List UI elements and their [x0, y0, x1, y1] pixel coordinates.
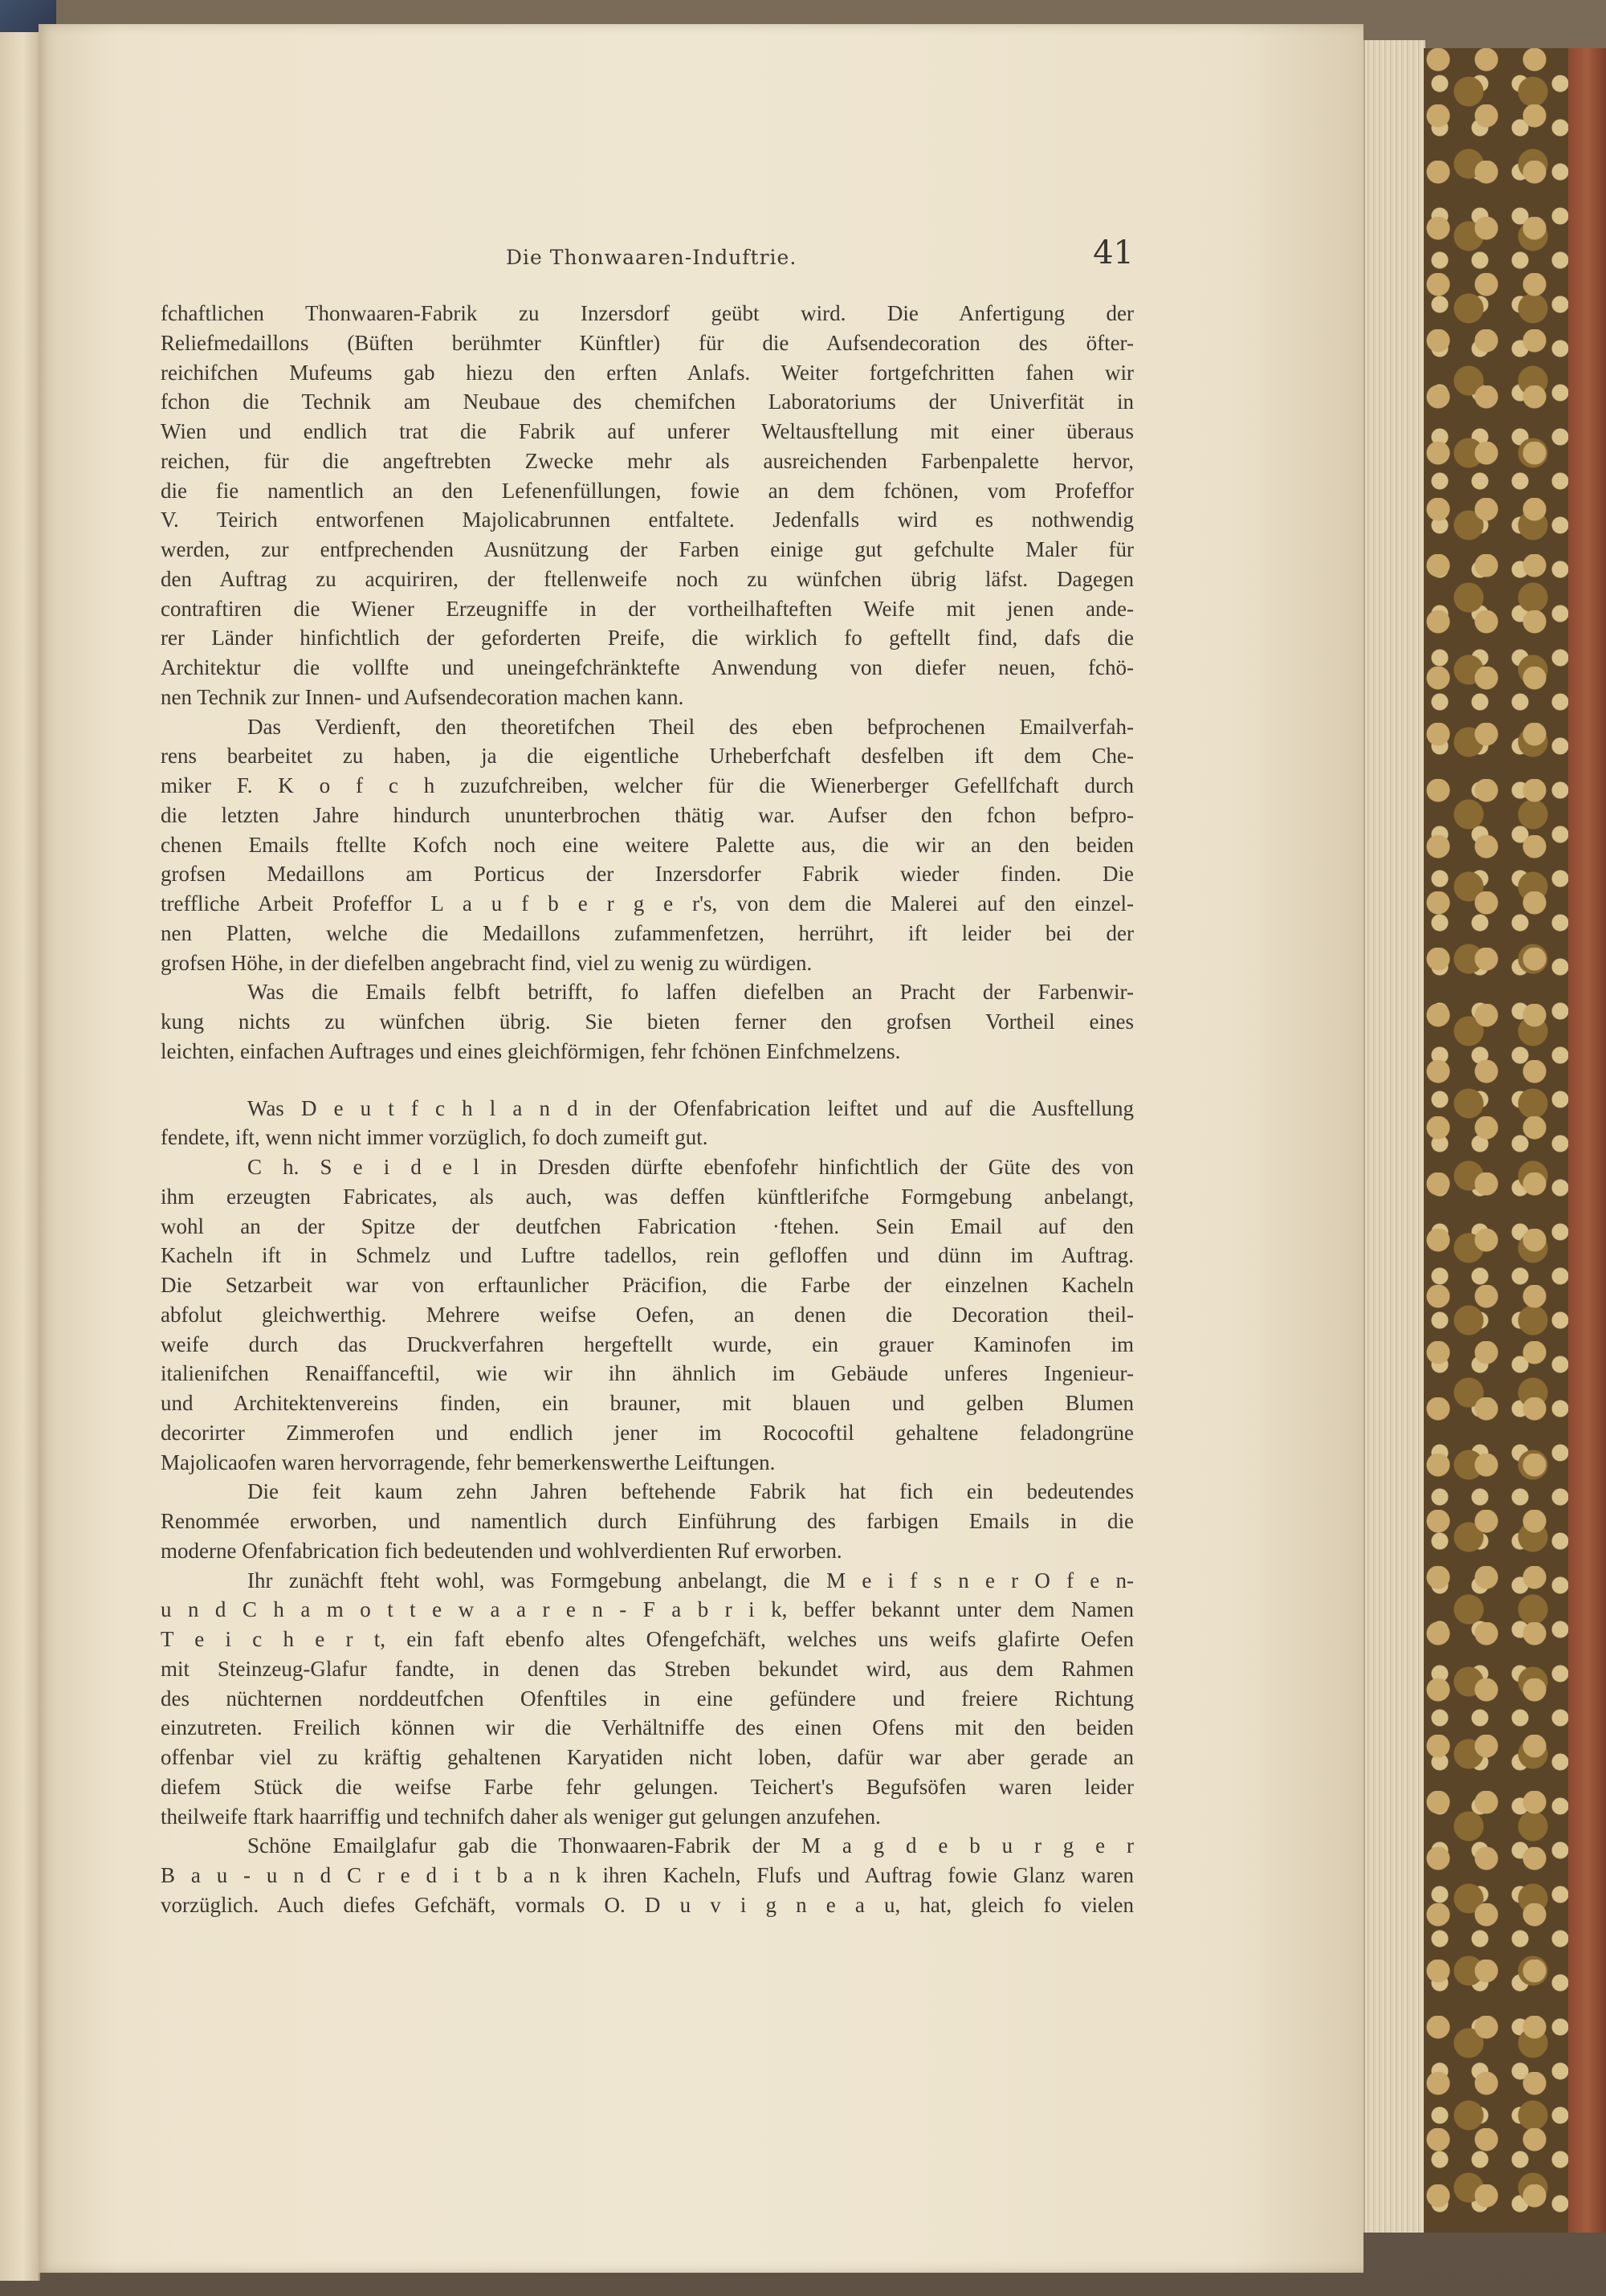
text-line: kung nichts zu wünfchen übrig. Sie bieten ferner den grofsen Vortheil eines	[161, 1009, 1134, 1034]
text-line: moderne Ofenfabrication fich bedeutenden und wohlverdienten Ruf erworben.	[161, 1538, 842, 1563]
text-line: reichen, für die angeftrebten Zwecke mehr als ausreichenden Farbenpalette hervor,	[161, 448, 1134, 473]
section-gap	[161, 1066, 1134, 1094]
text-line: C h. S e i d e l in Dresden dürfte ebenfofehr hinfichtlich der Güte des von	[247, 1155, 1134, 1179]
text-line: leichten, einfachen Auftrages und eines gleichförmigen, fehr fchönen Einfchmelzens.	[161, 1038, 901, 1063]
text-line: werden, zur entfprechenden Ausnützung der Farben einige gut gefchulte Maler für	[161, 537, 1134, 561]
text-line: weife durch das Druckverfahren hergeftellt wurde, ein grauer Kaminofen im	[161, 1332, 1134, 1356]
text-line: reichifchen Mufeums gab hiezu den erften Anlafs. Weiter fortgefchritten fahen wir	[161, 360, 1134, 385]
text-line: rer Länder hinfichtlich der geforderten Preife, die wirklich fo geftellt find, dafs die	[161, 626, 1134, 650]
text-line: Was die Emails felbft betrifft, fo laffen diefelben an Pracht der Farbenwir-	[247, 980, 1134, 1005]
text-line: miker F. K o f c h zuzufchreiben, welcher für die Wienerberger Gefellfchaft durch	[161, 773, 1134, 797]
text-line: u n d C h a m o t t e w a a r e n - F a b r i k, beffer bekannt unter dem Namen	[161, 1597, 1134, 1622]
text-line: fchaftlichen Thonwaaren-Fabrik zu Inzersdorf geübt wird. Die Anfertigung der	[161, 301, 1134, 325]
text-line: fendete, ift, wenn nicht immer vorzüglich, fo doch zumeift gut.	[161, 1125, 708, 1150]
text-line: wohl an der Spitze der deutfchen Fabrication ·ftehen. Sein Email auf den	[161, 1213, 1134, 1238]
text-line: Reliefmedaillons (Büften berühmter Künftler) für die Aufsendecoration des öfter-	[161, 330, 1134, 355]
text-line: Architektur die vollfte und uneingefchränktefte Anwendung von diefer neuen, fchö-	[161, 655, 1134, 679]
text-line: decorirter Zimmerofen und endlich jener im Rococoftil gehaltene feladongrüne	[161, 1420, 1134, 1445]
text-line: Die Setzarbeit war von erftaunlicher Präcifion, die Farbe der einzelnen Kacheln	[161, 1273, 1134, 1297]
text-line: chenen Emails ftellte Kofch noch eine weitere Palette aus, die wir an den beiden	[161, 832, 1134, 857]
body-text	[161, 299, 1134, 1920]
text-line: treffliche Arbeit Profeffor L a u f b e r g e r's, von dem die Malerei auf den einzel-	[161, 891, 1134, 916]
paragraph	[161, 1094, 1134, 1153]
text-line: theilweife ftark haarriffig und technifch daher als weniger gut gelungen anzufehen.	[161, 1804, 881, 1829]
text-line: abfolut gleichwerthig. Mehrere weifse Oefen, an denen die Decoration theil-	[161, 1302, 1134, 1327]
page-header	[161, 234, 1134, 283]
paragraph	[161, 1831, 1134, 1919]
text-line: rens bearbeitet zu haben, ja die eigentliche Urheberfchaft desfelben ift dem Che-	[161, 744, 1134, 769]
text-line: Renommée erworben, und namentlich durch Einführung des farbigen Emails in die	[161, 1509, 1134, 1533]
text-line: grofsen Medaillons am Porticus der Inzersdorfer Fabrik wieder finden. Die	[161, 862, 1134, 887]
page-number: 41	[1093, 234, 1134, 271]
text-line: Wien und endlich trat die Fabrik auf unferer Weltausftellung mit einer überaus	[161, 419, 1134, 443]
paragraph	[161, 712, 1134, 978]
paragraph	[161, 1566, 1134, 1832]
text-line: Ihr zunächft fteht wohl, was Formgebung anbelangt, die M e i f s n e r O f e n-	[247, 1568, 1134, 1593]
paragraph	[161, 1477, 1134, 1565]
text-line: Kacheln ift in Schmelz und Luftre tadellos, rein gefloffen und dünn im Auftrag.	[161, 1243, 1134, 1268]
leather-spine-strip	[1568, 48, 1606, 2233]
text-line: Was D e u t f c h l a n d in der Ofenfabrication leiftet und auf die Ausftellung	[247, 1095, 1134, 1120]
text-line: einzutreten. Freilich können wir die Verhältniffe des einen Ofens mit den beiden	[161, 1715, 1134, 1740]
previous-page-edge	[0, 32, 40, 2281]
text-line: und Architektenvereins finden, ein brauner, mit blauen und gelben Blumen	[161, 1391, 1134, 1415]
text-line: ihm erzeugten Fabricates, als auch, was deffen künftlerifche Formgebung anbelangt,	[161, 1184, 1134, 1209]
paragraph	[161, 1152, 1134, 1477]
text-line: contraftiren die Wiener Erzeugniffe in der vortheilhafteften Weife mit jenen ande-	[161, 596, 1134, 621]
text-line: den Auftrag zu acquiriren, der ftellenweife noch zu wünfchen übrig läfst. Dagegen	[161, 566, 1134, 591]
text-line: Die feit kaum zehn Jahren beftehende Fabrik hat fich ein bedeutendes	[247, 1479, 1134, 1504]
text-line: diefem Stück die weifse Farbe fehr gelungen. Teichert's Begufsöfen waren leider	[161, 1774, 1134, 1799]
text-line: nen Technik zur Innen- und Aufsendecoration machen kann.	[161, 684, 684, 709]
text-line: vorzüglich. Auch diefes Gefchäft, vormals O. D u v i g n e a u, hat, gleich fo vielen	[161, 1892, 1134, 1917]
text-line: offenbar viel zu kräftig gehaltenen Karyatiden nicht loben, dafür war aber gerade an	[161, 1745, 1134, 1769]
text-line: italienifchen Renaiffanceftil, wie wir ihn ähnlich im Gebäude unferes Ingenieur-	[161, 1361, 1134, 1386]
text-line: des nüchternen norddeutfchen Ofenftiles in eine gefündere und freiere Richtung	[161, 1686, 1134, 1711]
text-line: nen Platten, welche die Medaillons zufammenfetzen, herrührt, ift leider bei der	[161, 920, 1134, 945]
text-line: grofsen Höhe, in der diefelben angebracht find, viel zu wenig zu würdigen.	[161, 950, 813, 975]
text-line: die letzten Jahre hindurch ununterbrochen thätig war. Aufser den fchon befpro-	[161, 802, 1134, 827]
text-line: die fie namentlich an den Lefenenfüllungen, fowie an dem fchönen, vom Profeffor	[161, 478, 1134, 503]
text-line: Schöne Emailglafur gab die Thonwaaren-Fabrik der M a g d e b u r g e r	[247, 1833, 1134, 1858]
text-line: Majolicaofen waren hervorragende, fehr bemerkenswerthe Leiftungen.	[161, 1450, 776, 1474]
text-line: B a u - u n d C r e d i t b a n k ihren Kacheln, Flufs und Auftrag fowie Glanz waren	[161, 1863, 1134, 1887]
running-head: Die Thonwaaren-Induftrie.	[506, 246, 797, 269]
text-line: fchon die Technik am Neubaue des chemifchen Laboratoriums der Univerfität in	[161, 389, 1134, 414]
text-line: mit Steinzeug-Glafur fandte, in denen das Streben bekundet wird, aus dem Rahmen	[161, 1656, 1134, 1681]
text-line: Das Verdienft, den theoretifchen Theil des eben befprochenen Emailverfah-	[247, 714, 1134, 739]
marbled-cover-edge	[1424, 48, 1568, 2233]
paragraph	[161, 299, 1134, 712]
page-block-edge	[1363, 40, 1425, 2233]
paragraph	[161, 977, 1134, 1066]
text-line: T e i c h e r t, ein faft ebenfo altes Ofengefchäft, welches uns weifs glafirte Oefen	[161, 1627, 1134, 1651]
text-line: V. Teirich entworfenen Majolicabrunnen entfaltete. Jedenfalls wird es nothwendig	[161, 508, 1134, 532]
